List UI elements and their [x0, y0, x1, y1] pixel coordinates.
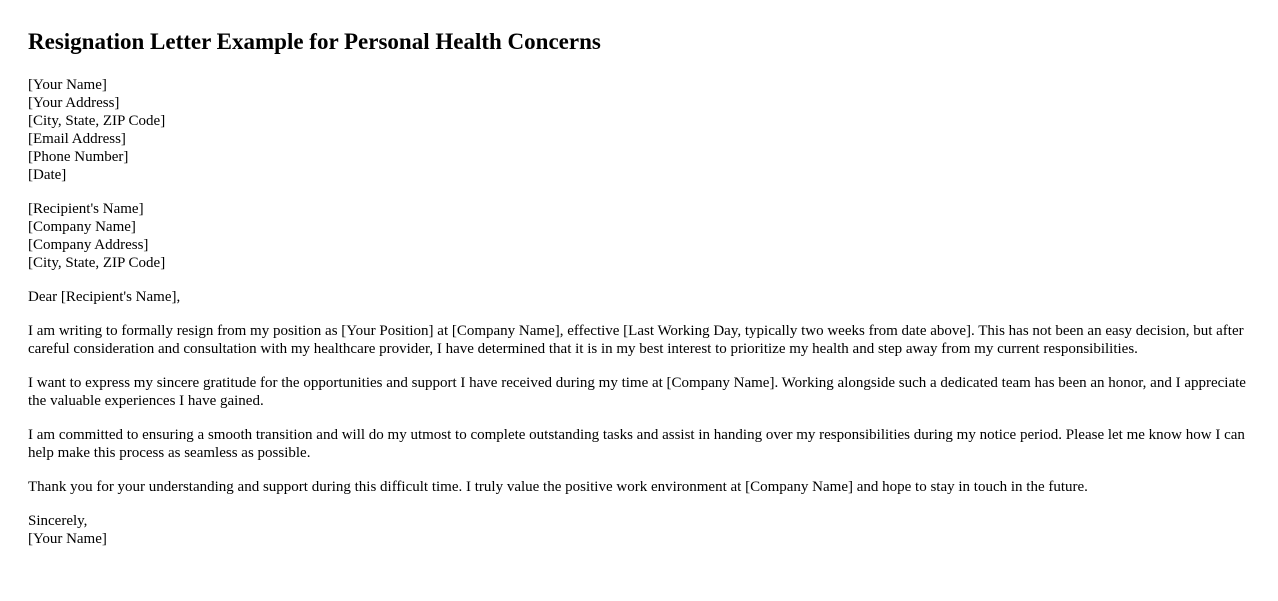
- recipient-company-name: [Company Name]: [28, 219, 136, 235]
- sender-phone: [Phone Number]: [28, 149, 129, 165]
- body-paragraph-transition: I am committed to ensuring a smooth transition and will do my utmost to complete outstanding tasks and assist in handing over my responsibilities during my notice period. Please let me know how I can help make this process as seamless as possible.: [28, 427, 1245, 461]
- salutation: Dear [Recipient's Name],: [28, 289, 181, 305]
- body-paragraph-gratitude: I want to express my sincere gratitude for the opportunities and support I have received during my time at [Company Name]. Working alongside such a dedicated team has been an honor, and I appreciate the valuable experiences I have gained.: [28, 375, 1246, 409]
- recipient-city-state-zip: [City, State, ZIP Code]: [28, 255, 166, 271]
- closing: Sincerely,: [28, 513, 88, 529]
- sender-email: [Email Address]: [28, 131, 126, 147]
- sender-name: [Your Name]: [28, 77, 107, 93]
- recipient-name: [Recipient's Name]: [28, 201, 144, 217]
- body-paragraph-resignation: I am writing to formally resign from my position as [Your Position] at [Company Name], effective [Last Working Day, typically two weeks from date above]. This has not been an easy decision, but after careful consideration and consultation with my healthcare provider, I have determined that it is in my best interest to prioritize my health and step away from my current responsibilities.: [28, 323, 1244, 357]
- sender-address: [Your Address]: [28, 95, 120, 111]
- page-title: Resignation Letter Example for Personal Health Concerns: [28, 29, 601, 54]
- sender-city-state-zip: [City, State, ZIP Code]: [28, 113, 166, 129]
- signature: [Your Name]: [28, 531, 107, 547]
- letter-date: [Date]: [28, 167, 67, 183]
- sender-address-block: [28, 76, 1250, 184]
- recipient-address-block: [28, 200, 1250, 272]
- body-paragraph-thanks: Thank you for your understanding and support during this difficult time. I truly value the positive work environment at [Company Name] and hope to stay in touch in the future.: [28, 479, 1088, 495]
- recipient-company-address: [Company Address]: [28, 237, 149, 253]
- closing-block: [28, 512, 1250, 548]
